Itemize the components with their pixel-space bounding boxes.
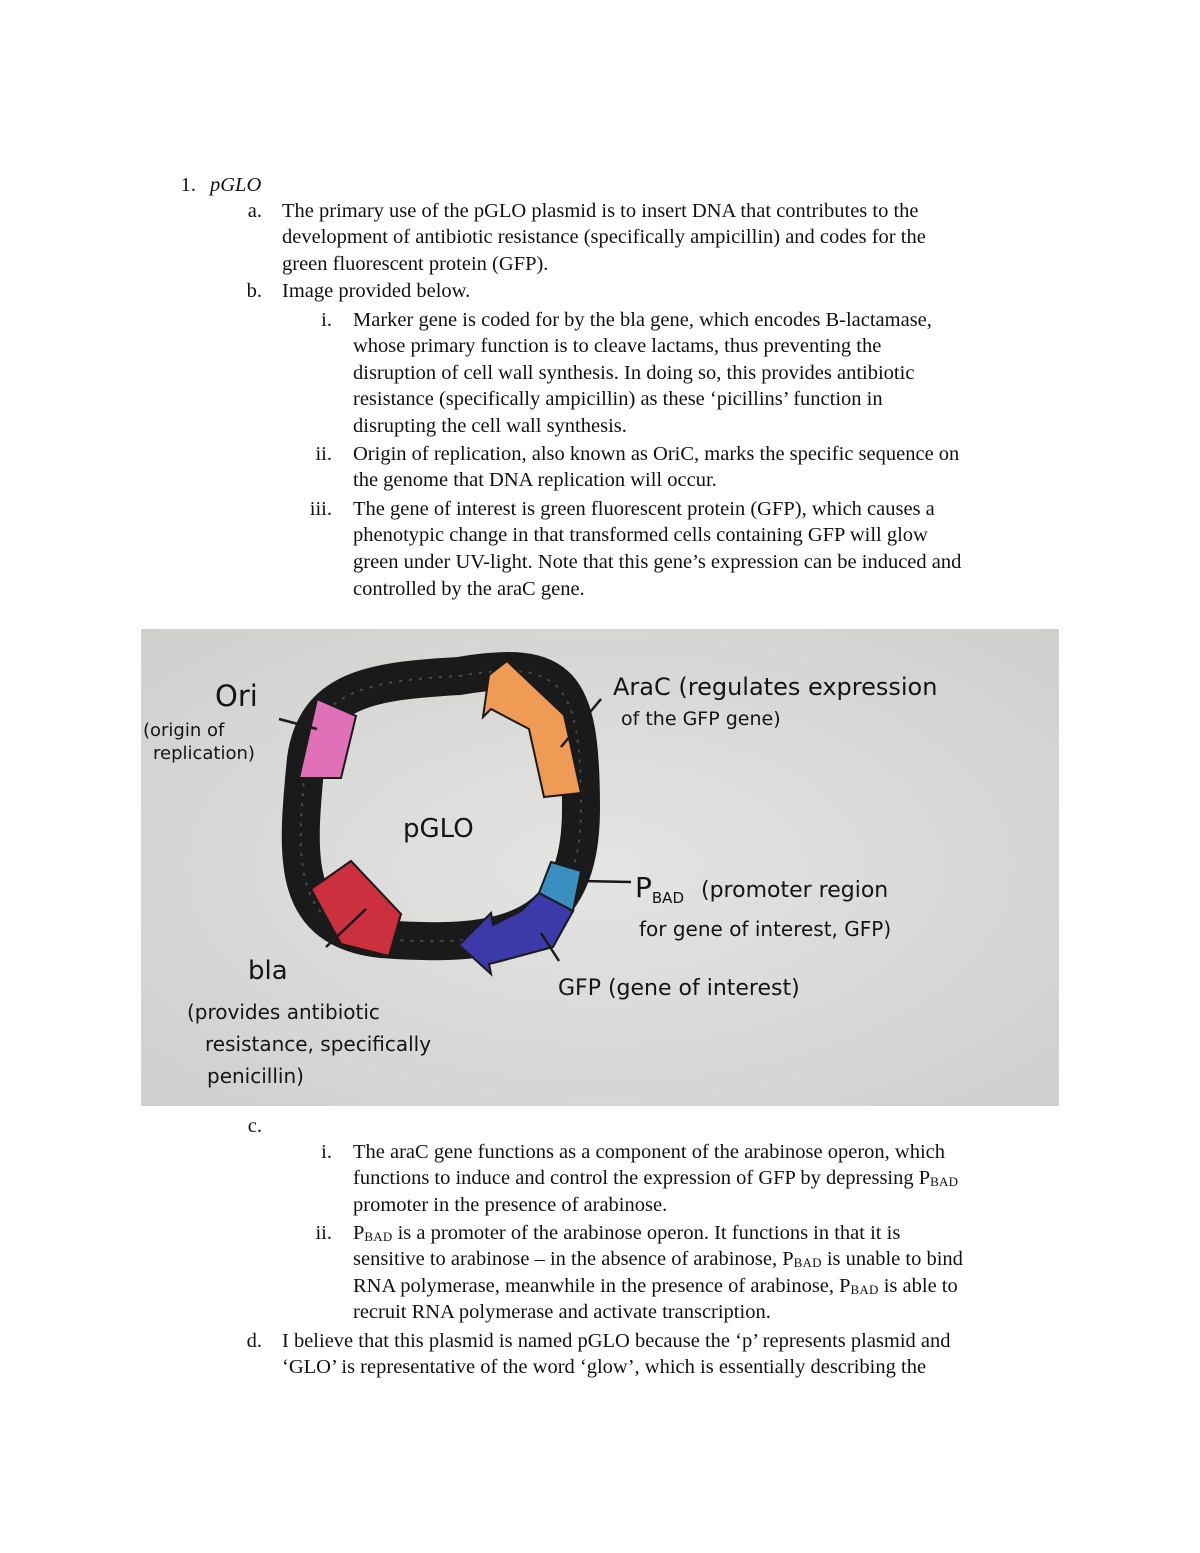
- item-b-i-line: resistance (specifically ampicillin) as these ‘picillins’ function in: [353, 388, 883, 410]
- pbad-label: (promoter region: [701, 878, 889, 903]
- item-b-i-line: disruption of cell wall synthesis. In doing so, this provides antibiotic: [353, 362, 915, 384]
- item-a-marker: a.: [247, 200, 262, 222]
- arac-label: of the GFP gene): [621, 708, 781, 730]
- bla-description: penicillin): [207, 1064, 304, 1088]
- ori-description: (origin of: [143, 720, 225, 741]
- item-b-i-line: disrupting the cell wall synthesis.: [353, 415, 627, 437]
- item-c-i-line: functions to induce and control the expression of GFP by depressing PBAD: [353, 1167, 959, 1189]
- item-c-ii-line: recruit RNA polymerase and activate transcription.: [353, 1301, 771, 1323]
- item-c-i-marker: i.: [321, 1141, 332, 1163]
- item-b-iii-line: green under UV-light. Note that this gene’s expression can be induced and: [353, 551, 962, 573]
- item-c-ii-line: PBAD is a promoter of the arabinose operon. It functions in that it is: [353, 1222, 901, 1244]
- plasmid-figure: [141, 629, 1059, 1106]
- item-b-text: Image provided below.: [282, 280, 471, 302]
- item-title: pGLO: [210, 174, 262, 196]
- item-c-marker: c.: [247, 1115, 262, 1137]
- item-b-iii-line: controlled by the araC gene.: [353, 578, 585, 600]
- item-c-ii-line: RNA polymerase, meanwhile in the presence of arabinose, PBAD is able to: [353, 1275, 958, 1297]
- item-b-i-marker: i.: [321, 309, 332, 331]
- ori-description: replication): [153, 743, 255, 764]
- item-b-iii-line: phenotypic change in that transformed cells containing GFP will glow: [353, 524, 928, 546]
- bla-description: resistance, specifically: [205, 1032, 432, 1056]
- plasmid-name-label: pGLO: [403, 814, 474, 844]
- arac-label: AraC (regulates expression: [613, 673, 938, 701]
- item-b-marker: b.: [246, 280, 262, 302]
- item-c-ii-line: sensitive to arabinose – in the absence of arabinose, PBAD is unable to bind: [353, 1248, 963, 1270]
- item-b-i-line: whose primary function is to cleave lactams, thus preventing the: [353, 335, 882, 357]
- item-b-ii-line: the genome that DNA replication will occur.: [353, 469, 717, 491]
- ori-title: Ori: [215, 679, 258, 713]
- pbad-label: for gene of interest, GFP): [639, 917, 892, 941]
- item-a-line: The primary use of the pGLO plasmid is to insert DNA that contributes to the: [282, 200, 919, 222]
- bla-title: bla: [248, 956, 288, 986]
- item-b-iii-marker: iii.: [309, 498, 332, 520]
- item-d-marker: d.: [246, 1330, 262, 1352]
- pbad-pointer: [581, 881, 631, 882]
- item-a-line: green fluorescent protein (GFP).: [282, 253, 549, 275]
- item-b-ii-marker: ii.: [315, 443, 332, 465]
- item-number: 1.: [180, 174, 196, 196]
- plasmid-drawing: [141, 629, 1059, 1106]
- item-d-line: ‘GLO’ is representative of the word ‘glow’, which is essentially describing the: [282, 1356, 927, 1378]
- item-b-iii-line: The gene of interest is green fluorescent protein (GFP), which causes a: [353, 498, 935, 520]
- item-d-line: I believe that this plasmid is named pGLO because the ‘p’ represents plasmid and: [282, 1330, 951, 1352]
- item-b-ii-line: Origin of replication, also known as OriC, marks the specific sequence on: [353, 443, 960, 465]
- pbad-label: $P_{BAD}$: [635, 871, 684, 907]
- item-b-i-line: Marker gene is coded for by the bla gene, which encodes B-lactamase,: [353, 309, 932, 331]
- item-c-i-line: promoter in the presence of arabinose.: [353, 1194, 668, 1216]
- gfp-label: GFP (gene of interest): [558, 976, 800, 1001]
- item-a-line: development of antibiotic resistance (specifically ampicillin) and codes for the: [282, 226, 926, 248]
- item-c-i-line: The araC gene functions as a component of the arabinose operon, which: [353, 1141, 946, 1163]
- bla-description: (provides antibiotic: [187, 1000, 380, 1024]
- item-c-ii-marker: ii.: [315, 1222, 332, 1244]
